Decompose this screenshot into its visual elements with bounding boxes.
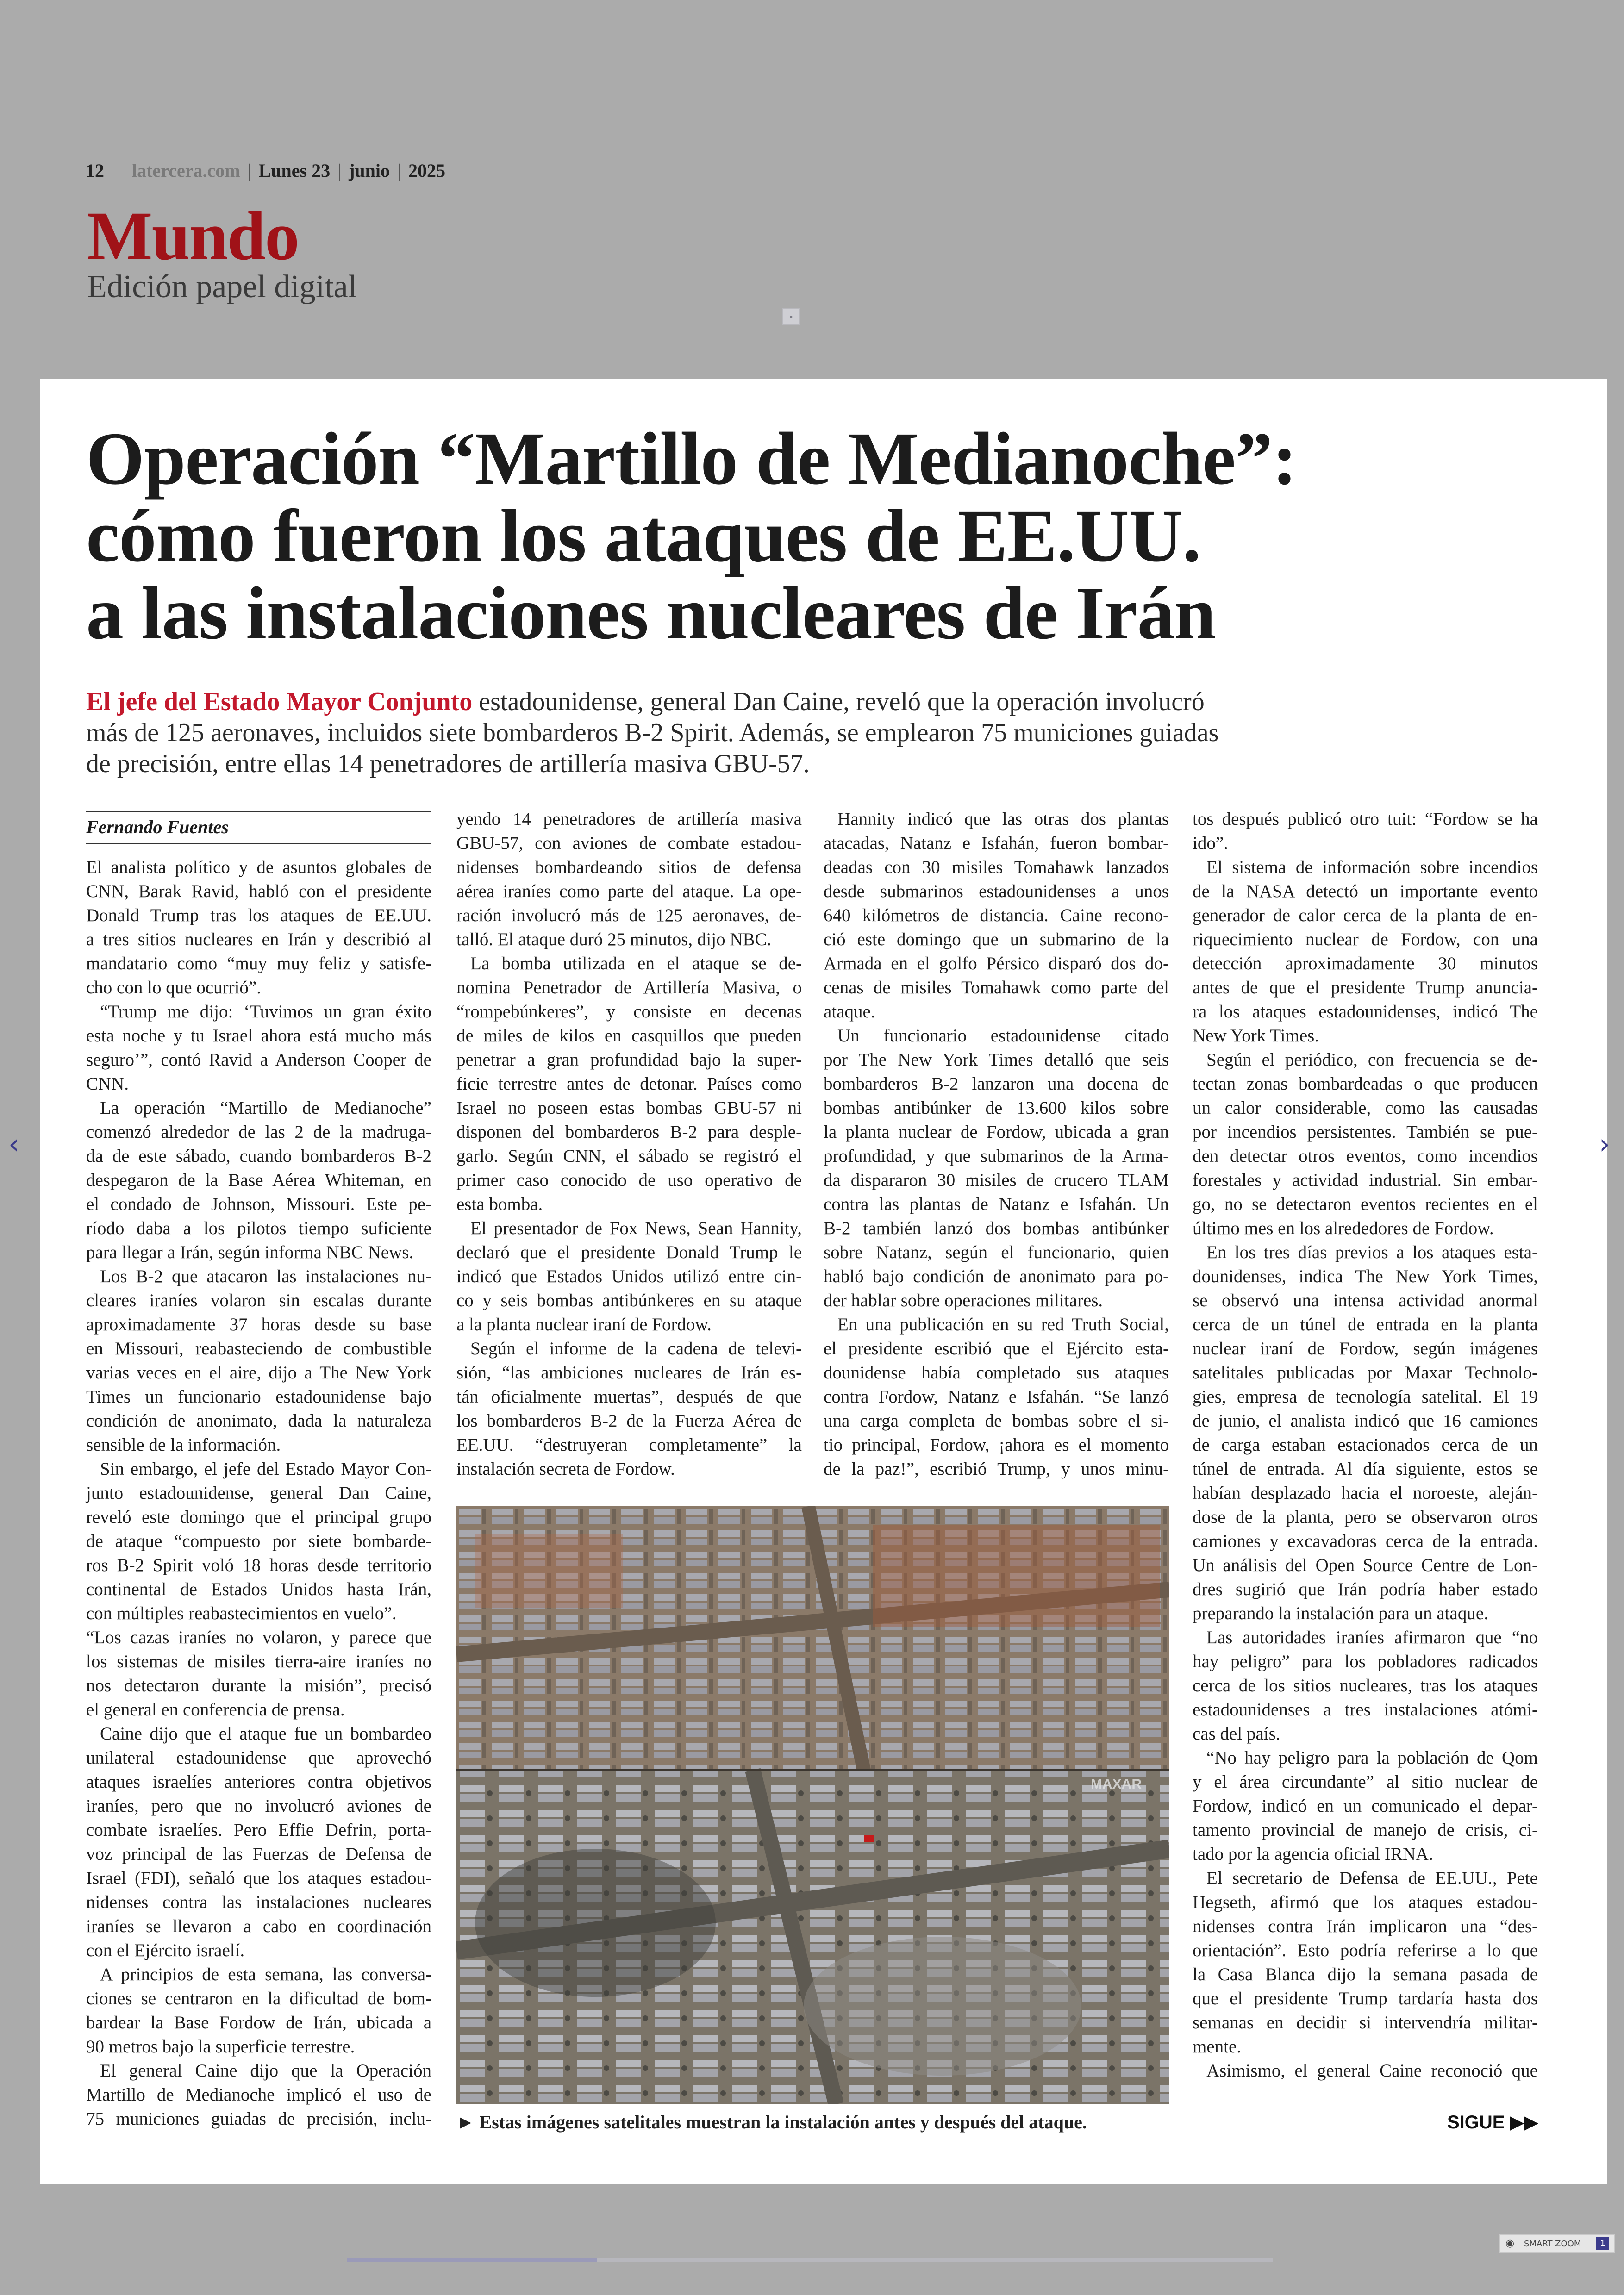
article-column-3 [824,807,1169,1481]
satellite-photo-graphic [456,1506,1169,2104]
text-line: a la planta nuclear iraní de Fordow. [456,1315,712,1335]
text-line: “No hay peligro para la población de Qom [1206,1748,1538,1768]
article-column-4 [1193,807,1538,2083]
text-line: Israel no poseen estas bombas GBU-57 ni [456,1098,802,1118]
date-year: 2025 [408,160,446,181]
date-day: Lunes 23 [258,160,331,181]
text-line: de ataque “compuesto por siete bombarde- [86,1531,431,1551]
text-line: bardear la Base Fordow de Irán, ubicada a [86,2013,431,2033]
text-line: cho con lo que ocurrió”. [86,978,261,998]
text-line: El presentador de Fox News, Sean Hannity, [470,1218,802,1238]
site-name: latercera.com [132,160,240,181]
text-line: generador de calor cerca de la planta de en- [1193,905,1538,925]
text-line: primer caso conocido de uso operativo de [456,1170,802,1190]
text-line: 75 municiones guiadas de precisión, inclu- [86,2109,431,2129]
text-line: A principios de esta semana, las conversa- [100,1964,431,1984]
article-column-2 [456,807,802,1481]
text-line: El general Caine dijo que la Operación [100,2061,431,2081]
text-line: Martillo de Medianoche implicó el uso de [86,2085,431,2105]
page-scrollbar[interactable] [347,2258,1273,2262]
text-line: riquecimiento nuclear de Fordow, con una [1193,929,1538,949]
text-line: detección aproximadamente 30 minutos [1193,954,1538,973]
lead-line: estadounidense, general Dan Caine, reveló que la operación involucró [472,687,1205,716]
text-line: El secretario de Defensa de EE.UU., Pete [1206,1868,1538,1888]
text-line: dounidense había completado sus ataques [824,1363,1169,1383]
text-line: una carga completa de bombas sobre el si- [824,1411,1169,1431]
text-line: antes de que el presidente Trump anuncia- [1193,978,1538,998]
text-line: ración involucró más de 125 aeronaves, de- [456,905,802,925]
text-line: se observó una intensa actividad anormal [1193,1291,1538,1310]
section-subtitle: Edición papel digital [87,269,357,305]
text-line: da de este sábado, cuando bombarderos B-2 [86,1146,431,1166]
text-line: de la NASA detectó un importante evento [1193,881,1538,901]
text-line: ció este domingo que un submarino de la [824,929,1169,949]
text-line: instalación secreta de Fordow. [456,1459,675,1479]
text-line: En una publicación en su red Truth Social, [837,1315,1169,1335]
page-number: 12 [86,160,104,181]
text-line: Hegseth, afirmó que los ataques estadou- [1193,1892,1538,1912]
text-line: cas del país. [1193,1724,1280,1744]
text-line: condición de anonimato, dada la naturaleza [86,1411,431,1431]
text-line: nidenses contra las instalaciones nucleares [86,1892,431,1912]
lead-highlight: El jefe del Estado Mayor Conjunto [86,687,473,716]
text-line: unilateral estadounidense que aprovechó [86,1748,431,1768]
text-line: “Los cazas iraníes no volaron, y parece que [86,1628,431,1647]
text-line: nos detectaron durante la misión”, precisó [86,1676,431,1696]
text-line: deadas con 30 misiles Tomahawk lanzados [824,857,1169,877]
text-line: Israel (FDI), señaló que los ataques estadou- [86,1868,431,1888]
text-line: La bomba utilizada en el ataque se de- [470,954,802,973]
text-line: junto estadounidense, general Dan Caine, [86,1483,431,1503]
text-line: comenzó alrededor de las 2 de la madruga- [86,1122,431,1142]
text-line: En los tres días previos a los ataques esta- [1206,1242,1538,1262]
text-line: gies, empresa de tecnología satelital. El 19 [1193,1387,1538,1407]
zoom-label: SMART ZOOM [1524,2239,1581,2249]
text-line: Un funcionario estadounidense citado [837,1026,1169,1046]
text-line: preparando la instalación para un ataque. [1193,1603,1488,1623]
text-line: por incendios persistentes. También se pue- [1193,1122,1538,1142]
text-line: semanas en decidir si intervendría militar- [1193,2013,1538,2033]
text-line: tos después publicó otro tuit: “Fordow se ha [1193,809,1538,829]
text-line: La operación “Martillo de Medianoche” [100,1098,431,1118]
zoom-level: 1 [1596,2237,1609,2250]
text-line: y el área circundante” al sitio nuclear de [1193,1772,1538,1792]
text-line: co y seis bombas antibúnkeres en su ataque [456,1291,802,1310]
text-line: atacadas, Natanz e Isfahán, fueron bombar- [824,833,1169,853]
text-line: tio principal, Fordow, ¡ahora es el momento [824,1435,1169,1455]
text-line: de junio, el analista indicó que 16 camiones [1193,1411,1538,1431]
text-line: aproximadamente 37 horas desde su base [86,1315,431,1335]
text-line: cenas de misiles Tomahawk como parte del [824,978,1169,998]
text-line: forestales y actividad industrial. Sin embar- [1193,1170,1538,1190]
text-line: ido”. [1193,833,1228,853]
text-line: camiones y excavadoras cerca de la entrada. [1193,1531,1538,1551]
text-line: satelitales publicadas por Maxar Technolo- [1193,1363,1538,1383]
text-line: disponen del bombarderos B-2 para desple- [456,1122,802,1142]
text-line: ficie terrestre antes de detonar. Países como [456,1074,802,1094]
text-line: a tres sitios nucleares en Irán y describió al [86,929,431,949]
next-page-chevron-right-icon[interactable]: › [1599,1128,1610,1160]
text-line: New York Times. [1193,1026,1319,1046]
text-line: Caine dijo que el ataque fue un bombardeo [100,1724,431,1744]
author-byline [86,811,431,844]
text-line: el condado de Johnson, Missouri. Este pe- [86,1194,431,1214]
text-line: bombas antibúnker de 13.600 kilos sobre [824,1098,1169,1118]
text-line: tán oficialmente muertas”, después de que [456,1387,802,1407]
text-line: seguro’”, contó Ravid a Anderson Cooper de [86,1050,431,1070]
text-line: go, no se detectaron eventos recientes en el [1193,1194,1538,1214]
photo-caption: ► Estas imágenes satelitales muestran la instalación antes y después del ataque. [456,2112,1087,2133]
text-line: Donald Trump tras los ataques de EE.UU. [86,905,431,925]
text-line: Los B-2 que atacaron las instalaciones nu- [100,1266,431,1286]
text-line: der hablar sobre operaciones militares. [824,1291,1103,1310]
text-line: yendo 14 penetradores de artillería masiva [456,809,802,829]
article-headline [86,418,1475,655]
text-line: tectan zonas bombardeadas o que producen [1193,1074,1538,1094]
text-line: Asimismo, el general Caine reconoció que [1206,2061,1538,2081]
newspaper-page [40,379,1607,2184]
headline-line: a las instalaciones nucleares de Irán [86,572,1216,655]
headline-line: cómo fueron los ataques de EE.UU. [86,495,1201,578]
text-line: la planta nuclear de Fordow, ubicada a gran [824,1122,1169,1142]
text-line: penetrar a gran profundidad bajo la super- [456,1050,802,1070]
text-line: GBU-57, con aviones de combate estadou- [456,833,802,853]
text-line: profundidad, y que submarinos de la Arma- [824,1146,1169,1166]
text-line: Times un funcionario estadounidense bajo [86,1387,431,1407]
smart-zoom-control[interactable] [1499,2234,1615,2253]
text-line: Según el periódico, con frecuencia se de- [1206,1050,1538,1070]
text-line: el general en conferencia de prensa. [86,1700,345,1720]
text-line: habló bajo condición de anonimato para po- [824,1266,1169,1286]
text-line: Armada en el golfo Pérsico disparó dos do- [824,954,1169,973]
text-line: de la paz!”, escribió Trump, y unos minu- [824,1459,1169,1479]
continue-marker: SIGUE ▶▶ [1447,2112,1539,2133]
text-line: ataques israelíes anteriores contra objetivos [86,1772,431,1792]
page-header-meta: 12 latercera.com | Lunes 23 | junio | 2025 [86,160,446,181]
text-line: 90 metros bajo la superficie terrestre. [86,2037,355,2057]
page-scrollbar-thumb[interactable] [347,2258,597,2262]
text-line: Sin embargo, el jefe del Estado Mayor Con- [100,1459,431,1479]
text-line: con múltiples reabastecimientos en vuelo”. [86,1603,397,1623]
text-line: EE.UU. “destruyeran completamente” la [456,1435,802,1455]
text-line: por The New York Times detalló que seis [824,1050,1169,1070]
text-line: nidenses bombardeando sitios de defensa [456,857,802,877]
text-line: talló. El ataque duró 25 minutos, dijo NBC. [456,929,772,949]
text-line: dounidenses, indica The New York Times, [1193,1266,1538,1286]
article-lead [86,686,1429,780]
text-line: esta noche y tu Israel ahora está mucho más [86,1026,431,1046]
text-line: esta bomba. [456,1194,543,1214]
text-line: da dispararon 30 misiles de crucero TLAM [824,1170,1169,1190]
text-line: de carga estaban estacionados cerca de un [1193,1435,1538,1455]
text-line: con el Ejército israelí. [86,1940,245,1960]
text-line: declaró que el presidente Donald Trump le [456,1242,802,1262]
text-line: den detectar otros eventos, como incendios [1193,1146,1538,1166]
text-line: CNN, Barak Ravid, habló con el presidente [86,881,431,901]
text-line: El sistema de información sobre incendios [1206,857,1538,877]
text-line: Según el informe de la cadena de televi- [470,1339,802,1359]
text-line: CNN. [86,1074,129,1094]
text-line: los sistemas de misiles tierra-aire iraníes no [86,1652,431,1671]
text-line: iraníes, pero que no involucró aviones de [86,1796,431,1816]
text-line: El analista político y de asuntos globales de [86,857,431,877]
text-line: “rompebúnkeres”, y consiste en decenas [456,1002,802,1022]
text-line: de miles de kilos en casquillos que pueden [456,1026,802,1046]
text-line: en Missouri, reabasteciendo de combustible [86,1339,431,1359]
text-line: contra Fordow, Natanz e Isfahán. “Se lanzó [824,1387,1169,1407]
text-line: nomina Penetrador de Artillería Masiva, o [456,978,802,998]
text-line: estadounidenses a tres instalaciones atómi- [1193,1700,1538,1720]
text-line: varias veces en el aire, dijo a The New York [86,1363,431,1383]
text-line: un calor considerable, como las causadas [1193,1098,1538,1118]
text-line: ra los ataques estadounidenses, indicó The [1193,1002,1538,1022]
text-line: los bombarderos B-2 de la Fuerza Aérea de [456,1411,802,1431]
text-line: voz principal de las Fuerzas de Defensa de [86,1844,431,1864]
text-line: mente. [1193,2037,1242,2057]
text-line: Fordow, indicó en un comunicado el depar- [1193,1796,1538,1816]
text-line: tado por la agencia oficial IRNA. [1193,1844,1433,1864]
text-line: ros B-2 Spirit voló 18 horas desde territorio [86,1555,431,1575]
satellite-image [456,1506,1169,2104]
text-line: la Casa Blanca dijo la semana pasada de [1193,1964,1538,1984]
text-line: iraníes se llevaron a cabo en coordinación [86,1916,431,1936]
text-line: reveló este domingo que el principal grupo [86,1507,431,1527]
text-line: último mes en los alrededores de Fordow. [1193,1218,1494,1238]
author-name: Fernando Fuentes [86,817,229,837]
photo-watermark: MAXAR [1091,1777,1142,1792]
text-line: tamento provincial de manejo de crisis, ci- [1193,1820,1538,1840]
text-line: orientación”. Esto podría referirse a lo que [1193,1940,1538,1960]
text-line: Hannity indicó que las otras dos plantas [837,809,1169,829]
date-month: junio [349,160,390,181]
text-line: habían desplazado hacia el noroeste, aleján- [1193,1483,1538,1503]
text-line: despegaron de la Base Aérea Whiteman, en [86,1170,431,1190]
text-line: mandatario como “muy muy feliz y satisfe- [86,954,431,973]
text-line: aérea iraníes como parte del ataque. La ope- [456,881,802,901]
text-line: indicó que Estados Unidos utilizó entre cin- [456,1266,802,1286]
text-line: para llegar a Irán, según informa NBC News. [86,1242,414,1262]
eye-icon: ◉ [1505,2238,1515,2249]
text-line: 640 kilómetros de distancia. Caine recono- [824,905,1169,925]
text-line: bombarderos B-2 lanzaron una docena de [824,1074,1169,1094]
text-line: continental de Estados Unidos hasta Irán, [86,1579,431,1599]
thumbnail-toggle-icon[interactable]: ▪ [782,308,800,325]
article-column-1 [86,855,431,2131]
text-line: B-2 también lanzó dos bombas antibúnker [824,1218,1169,1238]
text-line: cerca de los sitios nucleares, tras los ataques [1193,1676,1538,1696]
text-line: sobre Natanz, según el funcionario, quien [824,1242,1169,1262]
text-line: ciones se centraron en la dificultad de bom- [86,1989,431,2008]
lead-line: más de 125 aeronaves, incluidos siete bombarderos B-2 Spirit. Además, se emplearon 75 municiones guiadas [86,718,1219,747]
text-line: dose de la planta, pero se observaron otros [1193,1507,1538,1527]
text-line: cerca de un túnel de entrada en la planta [1193,1315,1538,1335]
text-line: dres sugirió que Irán podría haber estado [1193,1579,1538,1599]
lead-line: de precisión, entre ellas 14 penetradores de artillería masiva GBU-57. [86,749,810,778]
headline-line: Operación “Martillo de Medianoche”: [86,418,1297,500]
text-line: contra las plantas de Natanz e Isfahán. Un [824,1194,1169,1214]
text-line: Un análisis del Open Source Centre de Lon- [1193,1555,1538,1575]
text-line: que el presidente Trump tardaría hasta dos [1193,1989,1538,2008]
text-line: sión, “las ambiciones nucleares de Irán es- [456,1363,802,1383]
text-line: nidenses contra Irán implicaron una “des- [1193,1916,1538,1936]
text-line: túnel de entrada. Al día siguiente, estos se [1193,1459,1538,1479]
text-line: “Trump me dijo: ‘Tuvimos un gran éxito [100,1002,431,1022]
text-line: combate israelíes. Pero Effie Defrin, porta- [86,1820,431,1840]
text-line: garlo. Según CNN, el sábado se registró el [456,1146,802,1166]
text-line: desde submarinos estadounidenses a unos [824,881,1169,901]
prev-page-chevron-left-icon[interactable]: ‹ [8,1128,19,1160]
text-line: ríodo daba a los pilotos tiempo suficiente [86,1218,431,1238]
text-line: el presidente escribió que el Ejército esta- [824,1339,1169,1359]
text-line: ataque. [824,1002,875,1022]
text-line: nuclear iraní de Fordow, según imágenes [1193,1339,1538,1359]
text-line: Las autoridades iraníes afirmaron que “no [1206,1628,1538,1647]
section-title: Mundo [87,198,299,274]
text-line: hay peligro” para los pobladores radicados [1193,1652,1538,1671]
text-line: sensible de la información. [86,1435,281,1455]
text-line: cleares iraníes volaron sin escalas durante [86,1291,431,1310]
